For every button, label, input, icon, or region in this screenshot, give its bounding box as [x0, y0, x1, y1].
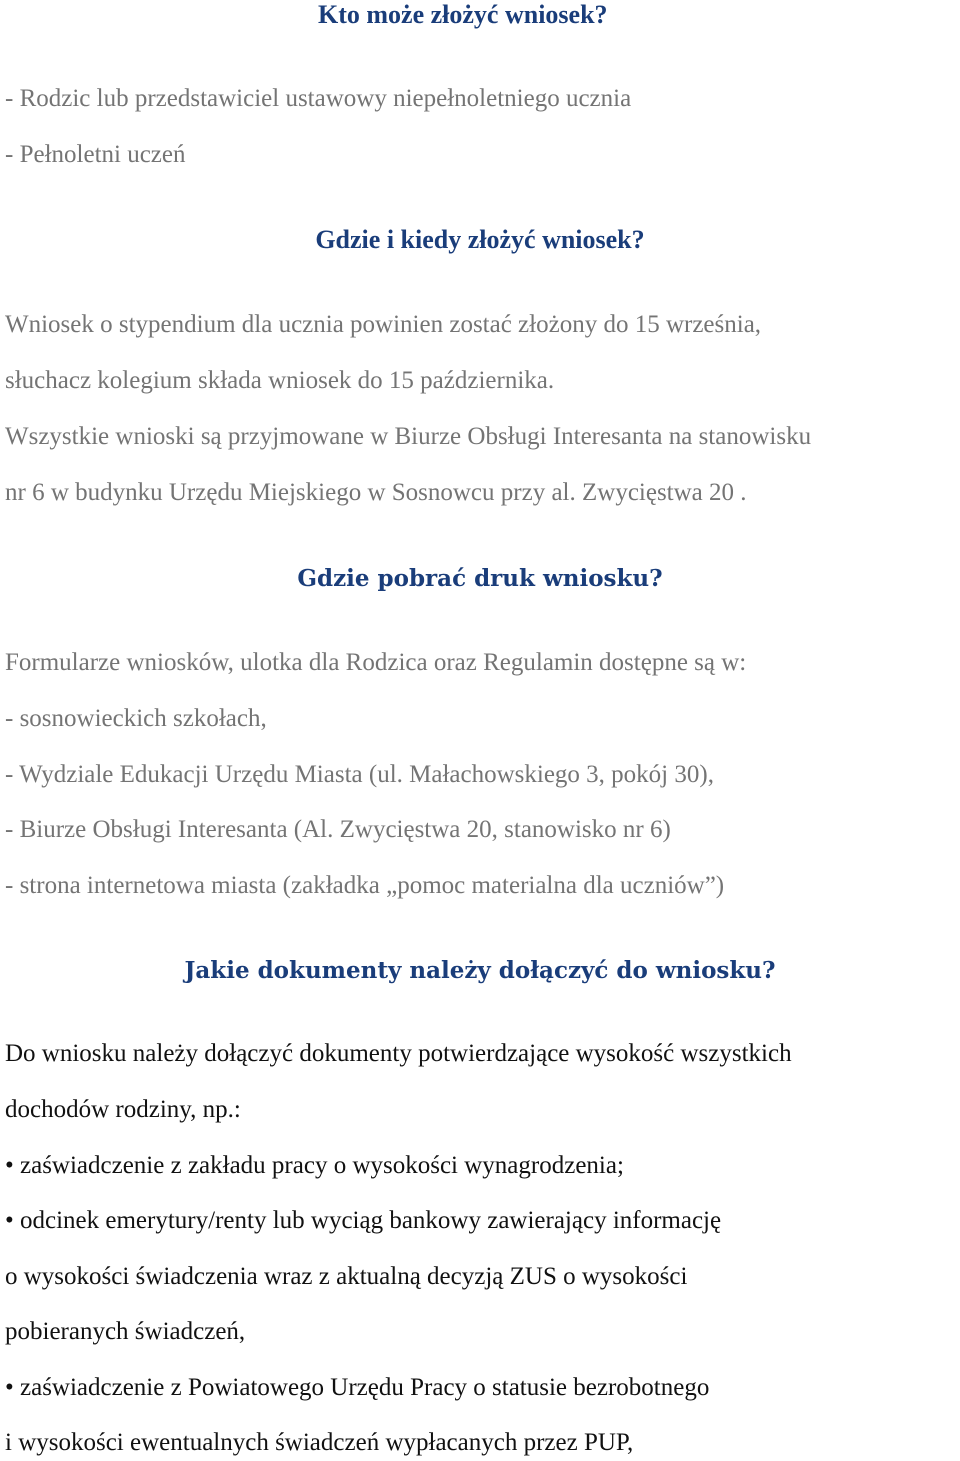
paragraph-line: Wszystkie wnioski są przyjmowane w Biurze Obsługi Interesanta na stanowisku — [5, 423, 812, 450]
heading-where-when: Gdzie i kiedy złożyć wniosek? — [315, 225, 645, 254]
list-item-continuation: i wysokości ewentualnych świadczeń wypłacanych przez PUP, — [5, 1429, 634, 1456]
list-item: - Wydziale Edukacji Urzędu Miasta (ul. Małachowskiego 3, pokój 30), — [5, 761, 714, 788]
heading-download: Gdzie pobrać druk wniosku? — [297, 565, 663, 592]
list-item: - sosnowieckich szkołach, — [5, 705, 267, 732]
paragraph-line: Formularze wniosków, ulotka dla Rodzica oraz Regulamin dostępne są w: — [5, 649, 747, 676]
paragraph-line: Do wniosku należy dołączyć dokumenty potwierdzające wysokość wszystkich — [5, 1040, 792, 1067]
list-item-continuation: o wysokości świadczenia wraz z aktualną decyzją ZUS o wysokości — [5, 1263, 688, 1290]
list-item: • zaświadczenie z Powiatowego Urzędu Pracy o statusie bezrobotnego — [5, 1374, 710, 1401]
list-item: • odcinek emerytury/renty lub wyciąg bankowy zawierający informację — [5, 1207, 722, 1234]
paragraph-line: dochodów rodziny, np.: — [5, 1096, 241, 1123]
heading-documents: Jakie dokumenty należy dołączyć do wniosku? — [184, 957, 776, 984]
list-item-continuation: pobieranych świadczeń, — [5, 1318, 246, 1345]
who-item: - Pełnoletni uczeń — [5, 141, 186, 168]
who-item: - Rodzic lub przedstawiciel ustawowy niepełnoletniego ucznia — [5, 85, 632, 112]
paragraph-line: Wniosek o stypendium dla ucznia powinien zostać złożony do 15 września, — [5, 311, 762, 338]
paragraph-line: nr 6 w budynku Urzędu Miejskiego w Sosnowcu przy al. Zwycięstwa 20 . — [5, 479, 747, 506]
list-item: - Biurze Obsługi Interesanta (Al. Zwycięstwa 20, stanowisko nr 6) — [5, 816, 671, 843]
heading-who: Kto może złożyć wniosek? — [318, 0, 608, 29]
list-item: - strona internetowa miasta (zakładka „pomoc materialna dla uczniów”) — [5, 872, 725, 899]
list-item: • zaświadczenie z zakładu pracy o wysokości wynagrodzenia; — [5, 1152, 624, 1179]
paragraph-line: słuchacz kolegium składa wniosek do 15 października. — [5, 367, 555, 394]
